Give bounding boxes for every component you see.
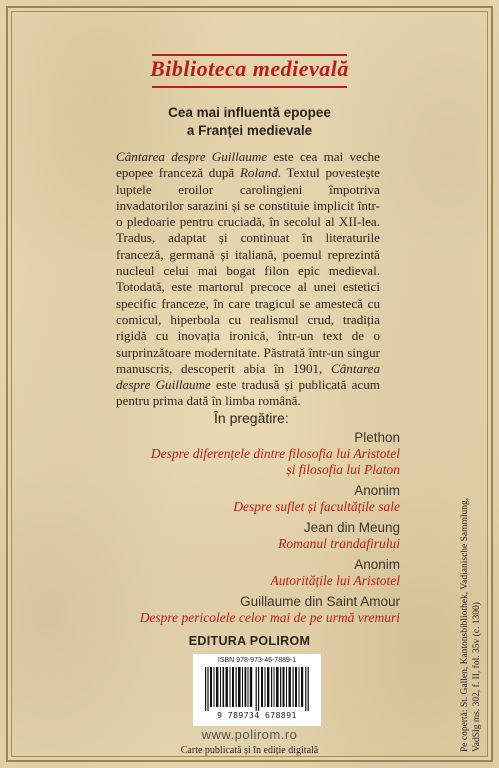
list-item [100,594,400,626]
digital-edition-note: Carte publicată și în ediție digitală [180,745,319,756]
book-title-italic-2: Cântarea despre Guillaume [116,360,380,393]
item-author: Guillaume din Saint Amour [240,594,400,609]
list-item [100,483,400,515]
item-author: Plethon [354,430,400,445]
headline [0,104,499,140]
blurb-part-2: . Textul povestește luptele eroilor carolingieni împotriva invadatorilor sarazini și se constituie implicit într-o pledoarie pentru cruciadă, în secolul al XII-lea. Tradus, adaptat și continuat în literaturile franceză, germană și italiană, poemul reprezintă nucleul celui mai bogat filon epic medieval. Totodată, este martorul precoce al unei estetici specific franceze, în care tragicul se amestecă cu comicul, hiperbola cu realismul crud, tradiția rigidă cu inovația ironică, într-un text de o surprinzătoare modernitate. Păstrată într-un singur manuscris, descoperit abia în 1901, [116,165,380,376]
item-author: Jean din Meung [303,520,400,535]
headline-line-2: a Franței medievale [186,123,313,138]
item-title-line-2: și filosofia lui Platon [286,462,400,477]
isbn-number: ISBN 978-973-46-7889-1 [217,657,297,664]
list-item [100,430,400,478]
list-item [100,557,400,589]
headline-line-1: Cea mai influentă epopee [168,105,331,120]
cover-image-credit [460,432,483,752]
blurb-part-1: este cea mai veche epopee franceză după [116,149,380,181]
series-title: Biblioteca medievală [150,56,349,81]
item-title: Autoritățile lui Aristotel [270,573,400,588]
item-title: Romanul trandafirului [278,536,400,551]
credit-line-1: Pe copertă: St. Gallen, Kantonsbibliothek, Vadianische Sammlung, [460,497,470,752]
barcode-icon [205,667,309,711]
series-rule-bottom [152,86,347,88]
in-preparation-list [100,430,400,631]
in-preparation-label: În pregătire: [214,410,289,426]
barcode-panel [192,653,322,727]
item-title: Despre diferențele dintre filosofia lui Aristotel [150,446,400,461]
publisher-name: EDITURA POLIROM [188,634,311,648]
barcode-digits: 9 789734 678891 [217,711,297,720]
item-author: Anonim [354,483,400,498]
list-item [100,520,400,552]
publisher-website[interactable]: www.polirom.ro [201,727,298,742]
item-author: Anonim [354,557,400,572]
item-title: Despre suflet și facultățile sale [233,499,400,514]
blurb-text [116,149,380,410]
roland-italic: Roland [239,165,278,181]
item-title: Despre pericolele celor mai de pe urmă vremuri [139,610,400,625]
blurb-part-3: este tradusă și publicată acum pentru prima dată în limba română. [116,377,380,409]
credit-line-2: VadSlg ms. 302, f. II, fol. 35v (c. 1300) [471,602,482,752]
book-title-italic: Cântarea despre Guillaume [116,149,268,164]
